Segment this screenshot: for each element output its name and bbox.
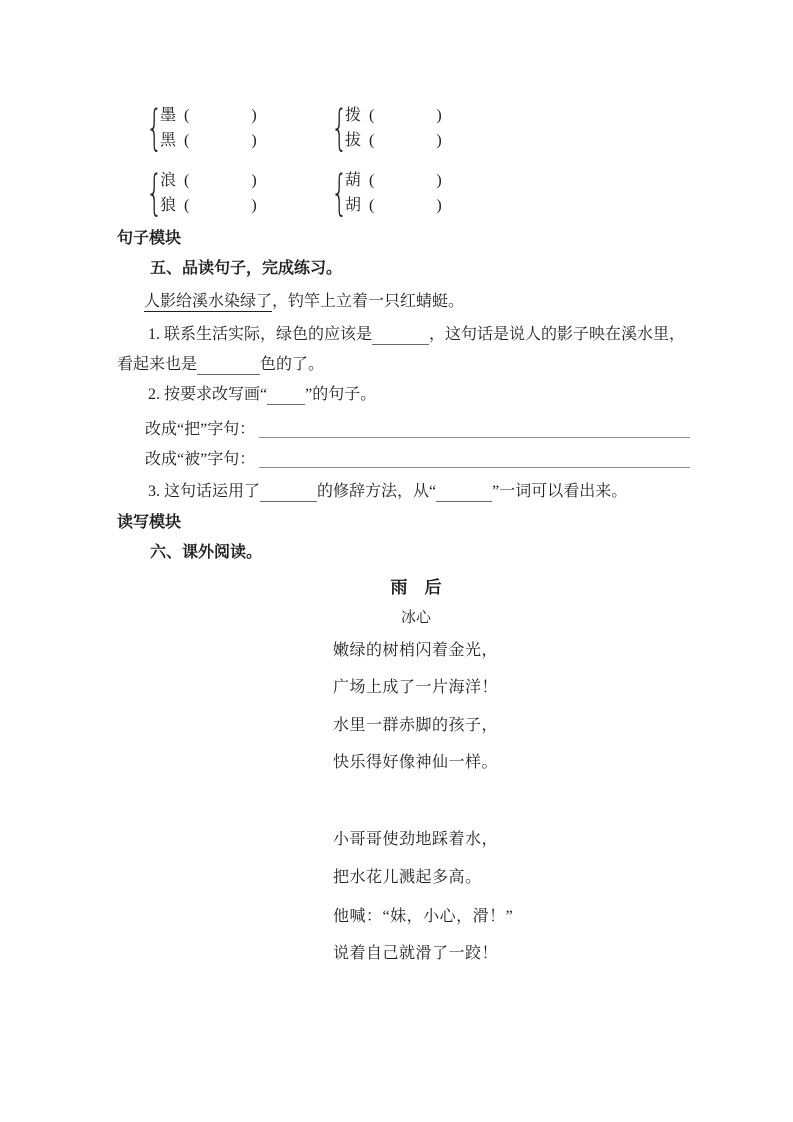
question-2 xyxy=(148,385,376,405)
poem-title: 雨 后 xyxy=(390,578,442,597)
word-pair-group-2 xyxy=(331,100,442,156)
left-brace-icon: { xyxy=(146,100,163,156)
poem-line: 快乐得好像神仙一样。 xyxy=(333,754,499,771)
paren-open: ( xyxy=(184,107,190,124)
paren-close: ) xyxy=(436,132,442,149)
pair-char: 墨 xyxy=(160,107,177,124)
paren-open: ( xyxy=(184,132,190,149)
q3-answer-blank-1[interactable] xyxy=(260,485,317,502)
paren-close: ) xyxy=(251,197,257,214)
pair-row xyxy=(345,128,442,153)
poem-line: 把水花儿溅起多高。 xyxy=(333,869,482,886)
practice-sentence xyxy=(144,292,464,312)
paren-close: ) xyxy=(436,107,442,124)
underlined-phrase: 人影给溪水染绿了 xyxy=(144,293,273,310)
paren-open: ( xyxy=(369,132,375,149)
paren-close: ) xyxy=(436,172,442,189)
poem-line: 广场上成了一片海洋！ xyxy=(333,679,499,696)
pair-row xyxy=(160,103,257,128)
section-header-sentence-module: 句子模块 xyxy=(117,230,182,247)
pair-char: 狼 xyxy=(160,197,177,214)
sentence-rest: ，钓竿上立着一只红蜻蜓。 xyxy=(272,293,465,310)
paren-open: ( xyxy=(184,197,190,214)
pair-char: 黑 xyxy=(160,132,177,149)
q3-text-b: 的修辞方法，从“ xyxy=(317,483,437,500)
paren-open: ( xyxy=(369,172,375,189)
poem-author: 冰心 xyxy=(400,610,431,626)
paren-close: ) xyxy=(251,172,257,189)
question-1-line-1 xyxy=(148,325,685,345)
word-pair-group-4 xyxy=(331,165,442,221)
question-1-line-2 xyxy=(117,355,324,375)
q1-answer-blank-2[interactable] xyxy=(197,358,260,375)
pair-char: 拨 xyxy=(345,107,362,124)
pair-char: 胡 xyxy=(345,197,362,214)
bei-label: 改成“被”字句： xyxy=(145,451,256,468)
poem-line: 说着自己就滑了一跤！ xyxy=(333,945,499,962)
q3-text-c: ”一词可以看出来。 xyxy=(492,483,628,500)
poem-line: 小哥哥使劲地踩着水， xyxy=(333,831,499,848)
pair-row xyxy=(345,103,442,128)
exercise-5-title: 五、品读句子，完成练习。 xyxy=(150,260,343,277)
paren-close: ) xyxy=(436,197,442,214)
paren-close: ) xyxy=(251,107,257,124)
word-pair-group-3 xyxy=(146,165,257,221)
question-3 xyxy=(148,482,627,502)
pair-char: 拔 xyxy=(345,132,362,149)
exercise-6-title: 六、课外阅读。 xyxy=(150,544,263,561)
pair-row xyxy=(345,193,442,218)
q1-text-b: ，这句话是说人的影子映在溪水里， xyxy=(429,326,686,343)
q3-answer-blank-2[interactable] xyxy=(436,485,492,502)
q2-quoted-blank[interactable] xyxy=(267,388,305,405)
paren-open: ( xyxy=(369,197,375,214)
poem-line: 水里一群赤脚的孩子， xyxy=(333,717,499,734)
word-pair-group-1 xyxy=(146,100,257,156)
ba-answer-line[interactable] xyxy=(259,420,690,438)
bei-answer-line[interactable] xyxy=(259,450,690,468)
pair-char: 葫 xyxy=(345,172,362,189)
pair-row xyxy=(160,193,257,218)
q2-text-b: ”的句子。 xyxy=(305,386,377,403)
paren-open: ( xyxy=(369,107,375,124)
poem-line: 嫩绿的树梢闪着金光， xyxy=(333,642,499,659)
bei-sentence-row xyxy=(145,450,690,470)
pair-row xyxy=(160,128,257,153)
q3-text-a: 3. 这句话运用了 xyxy=(148,483,261,500)
paren-close: ) xyxy=(251,132,257,149)
left-brace-icon: { xyxy=(331,165,348,221)
paren-open: ( xyxy=(184,172,190,189)
ba-sentence-row xyxy=(145,420,690,440)
poem-line: 他喊：“妹，小心，滑！” xyxy=(333,908,514,925)
left-brace-icon: { xyxy=(331,100,348,156)
section-header-reading-module: 读写模块 xyxy=(117,514,182,531)
ba-label: 改成“把”字句： xyxy=(145,421,256,438)
pair-char: 浪 xyxy=(160,172,177,189)
q1-text-d: 色的了。 xyxy=(260,356,325,373)
pair-row xyxy=(345,168,442,193)
left-brace-icon: { xyxy=(146,165,163,221)
pair-row xyxy=(160,168,257,193)
q1-text-a: 1. 联系生活实际，绿色的应该是 xyxy=(148,326,373,343)
q2-text-a: 2. 按要求改写画“ xyxy=(148,386,268,403)
q1-answer-blank-1[interactable] xyxy=(372,328,429,345)
q1-text-c: 看起来也是 xyxy=(117,356,198,373)
